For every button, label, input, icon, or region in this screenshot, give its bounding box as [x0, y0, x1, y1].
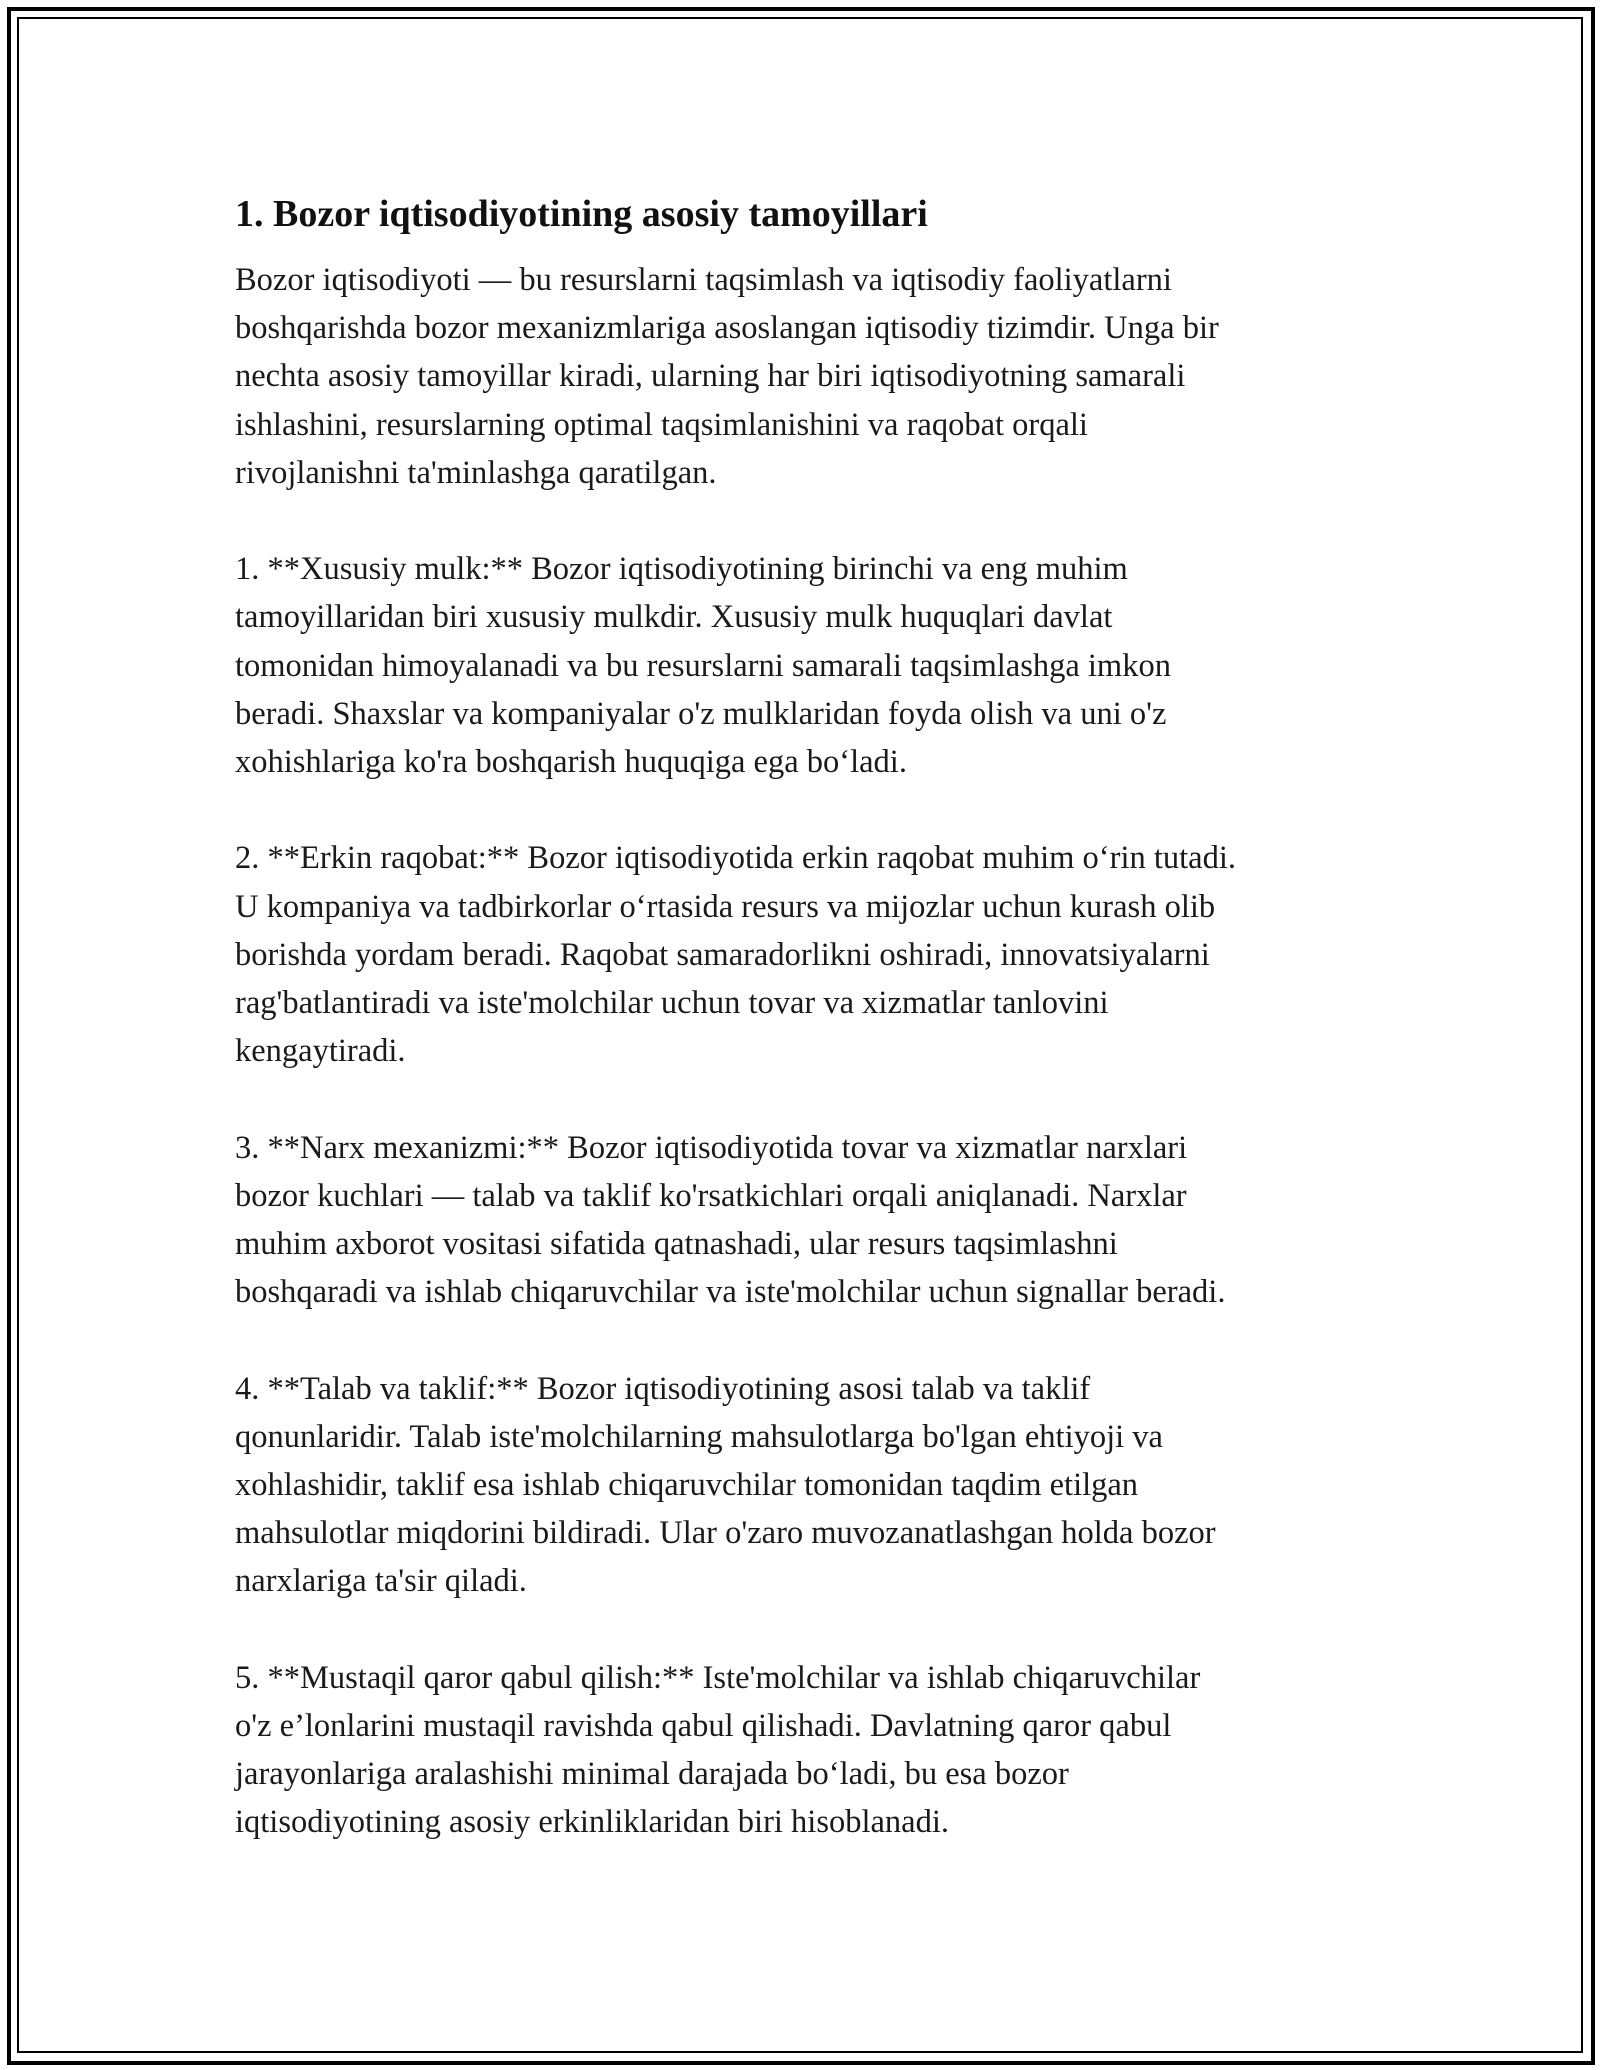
document-body — [235, 186, 1375, 1895]
section-heading: 1. Bozor iqtisodiyotining asosiy tamoyillari — [235, 193, 928, 235]
principle-price-mechanism: 3. **Narx mexanizmi:** Bozor iqtisodiyotida tovar va xizmatlar narxlari bozor kuchlari — talab va taklif ko'rsatkichlari orqali aniqlanadi. Narxlar muhim axborot vositasi sifatida qatnashadi, ular resurs taqsimlashni boshqaradi va ishlab chiqaruvchilar va iste'molchilar uchun signallar beradi. — [235, 1129, 1226, 1311]
intro-paragraph: Bozor iqtisodiyoti — bu resurslarni taqsimlash va iqtisodiy faoliyatlarni boshqarishda bozor mexanizmlariga asoslangan iqtisodiy tizimdir. Unga bir nechta asosiy tamoyillar kiradi, ularning har biri iqtisodiyotning samarali ishlashini, resurslarning optimal taqsimlanishini va raqobat orqali rivojlanishni ta'minlashga qaratilgan. — [235, 262, 1219, 491]
principle-supply-demand: 4. **Talab va taklif:** Bozor iqtisodiyotining asosi talab va taklif qonunlaridir. Talab iste'molchilarning mahsulotlarga bo'lgan ehtiyoji va xohlashidir, taklif esa ishlab chiqaruvchilar tomonidan taqdim etilgan mahsulotlar miqdorini bildiradi. Ular o'zaro muvozanatlashgan holda bozor narxlariga ta'sir qiladi. — [235, 1370, 1216, 1600]
principle-free-competition: 2. **Erkin raqobat:** Bozor iqtisodiyotida erkin raqobat muhim o‘rin tutadi. U kompaniya va tadbirkorlar o‘rtasida resurs va mijozlar uchun kurash olib borishda yordam beradi. Raqobat samaradorlikni oshiradi, innovatsiyalarni rag'batlantiradi va iste'molchilar uchun tovar va xizmatlar tanlovini kengaytiradi. — [235, 840, 1236, 1070]
principle-private-property: 1. **Xususiy mulk:** Bozor iqtisodiyotining birinchi va eng muhim tamoyillaridan biri xususiy mulkdir. Xususiy mulk huquqlari davlat tomonidan himoyalanadi va bu resurslarni samarali taqsimlashga imkon beradi. Shaxslar va kompaniyalar o'z mulklaridan foyda olish va uni o'z xohishlariga ko'ra boshqarish huquqiga ega bo‘ladi. — [235, 551, 1171, 781]
principle-independent-decisions: 5. **Mustaqil qaror qabul qilish:** Iste'molchilar va ishlab chiqaruvchilar o'z e’lonlarini mustaqil ravishda qabul qilishadi. Davlatning qaror qabul jarayonlariga aralashishi minimal darajada bo‘ladi, bu esa bozor iqtisodiyotining asosiy erkinliklaridan biri hisoblanadi. — [235, 1659, 1201, 1841]
